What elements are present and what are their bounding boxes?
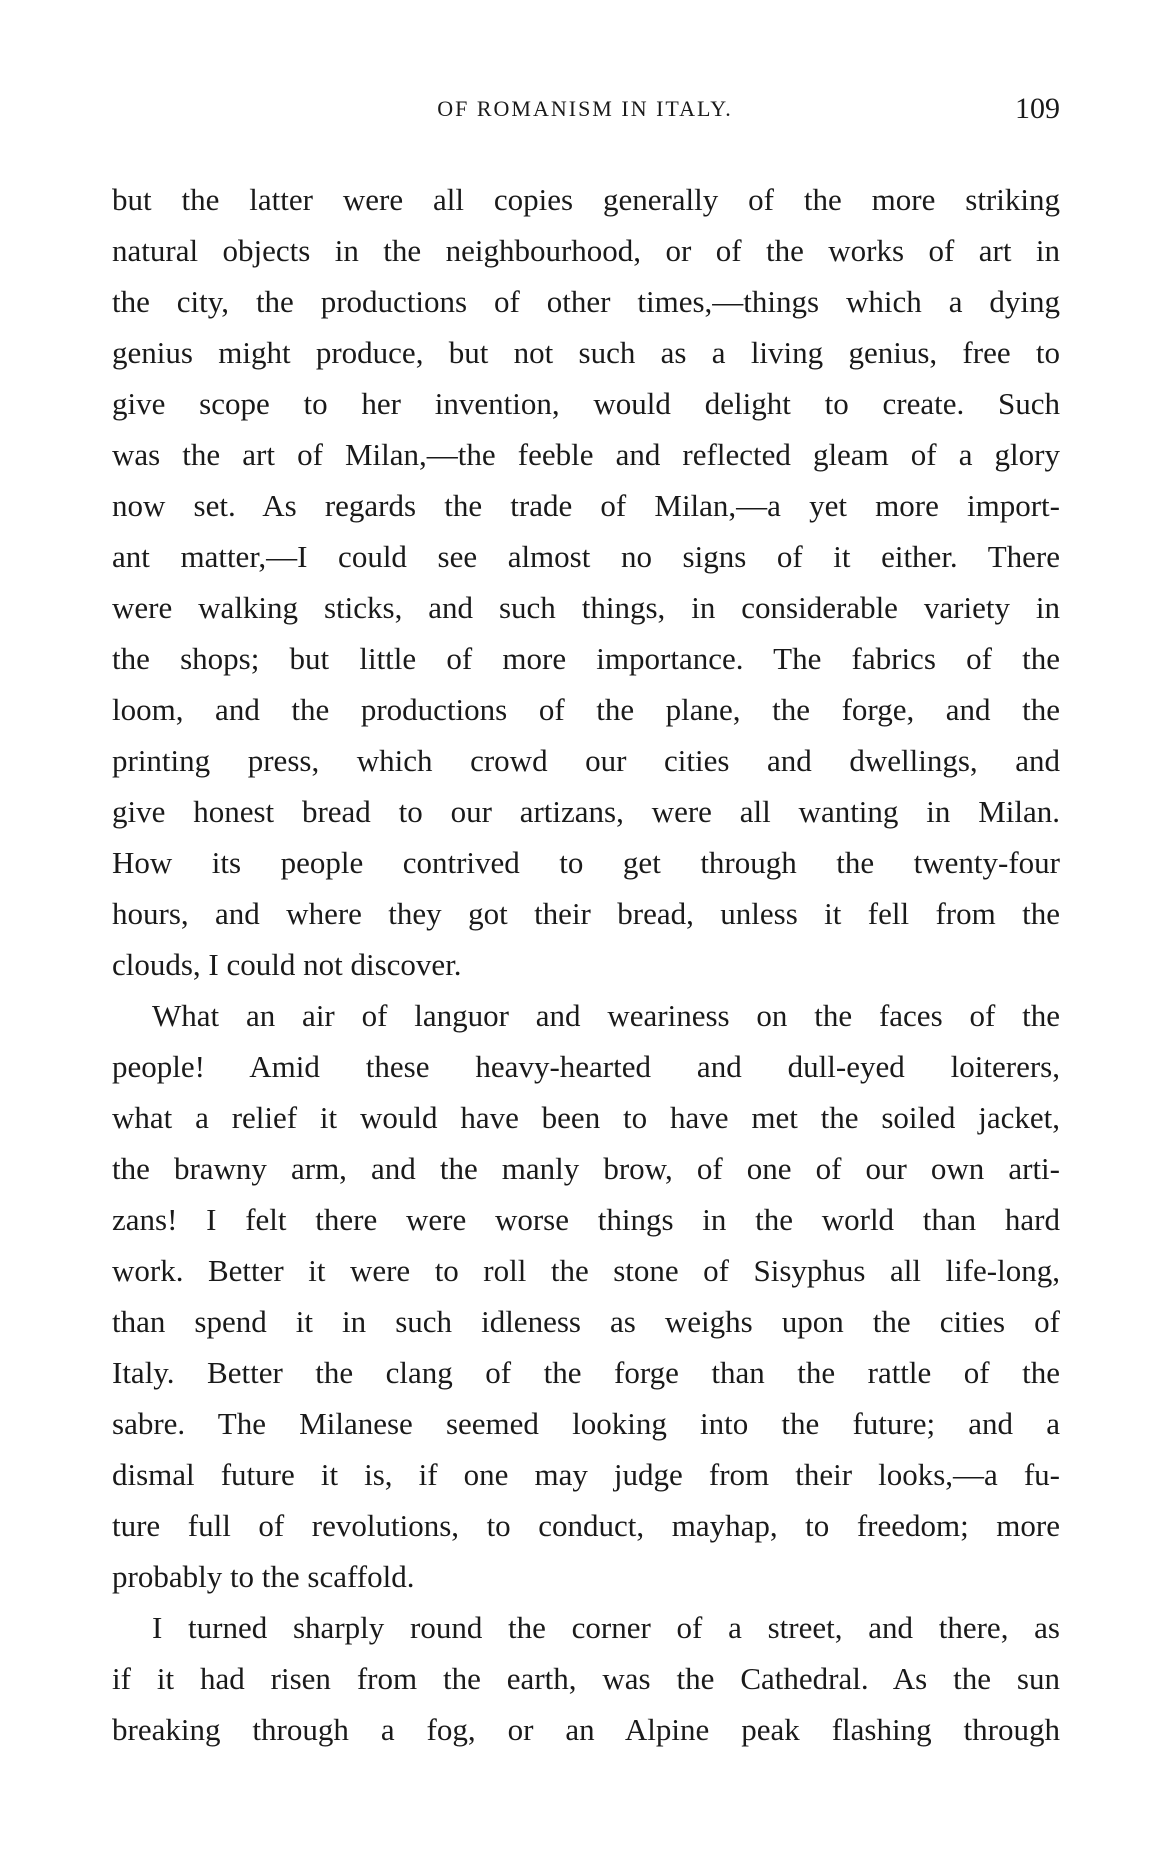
text-line: zans! I felt there were worse things in the world than hard (112, 1202, 1060, 1237)
text-line: the shops; but little of more importance. The fabrics of the (112, 641, 1060, 676)
paragraph-end-line: probably to the scaffold. (112, 1559, 415, 1594)
text-line: hours, and where they got their bread, unless it fell from the (112, 896, 1060, 931)
paragraph-first-line: What an air of languor and weariness on the faces of the (152, 998, 1060, 1033)
text-line: what a relief it would have been to have met the soiled jacket, (112, 1100, 1060, 1135)
text-line: the brawny arm, and the manly brow, of one of our own arti- (112, 1151, 1060, 1186)
text-line: printing press, which crowd our cities and dwellings, and (112, 743, 1060, 778)
text-line: the city, the productions of other times,—things which a dying (112, 284, 1060, 319)
text-line: sabre. The Milanese seemed looking into the future; and a (112, 1406, 1060, 1441)
running-title: OF ROMANISM IN ITALY. (437, 96, 733, 121)
text-line: dismal future it is, if one may judge from their looks,—a fu- (112, 1457, 1060, 1492)
text-line: people! Amid these heavy-hearted and dull-eyed loiterers, (112, 1049, 1060, 1084)
text-line: ant matter,—I could see almost no signs of it either. There (112, 539, 1060, 574)
text-line: was the art of Milan,—the feeble and reflected gleam of a glory (112, 437, 1060, 472)
text-line: if it had risen from the earth, was the Cathedral. As the sun (112, 1661, 1060, 1696)
text-line: ture full of revolutions, to conduct, mayhap, to freedom; more (112, 1508, 1060, 1543)
text-line: give honest bread to our artizans, were all wanting in Milan. (112, 794, 1060, 829)
text-line: give scope to her invention, would delight to create. Such (112, 386, 1060, 421)
text-line: loom, and the productions of the plane, the forge, and the (112, 692, 1060, 727)
text-line: breaking through a fog, or an Alpine peak flashing through (112, 1712, 1060, 1747)
text-line: Italy. Better the clang of the forge than the rattle of the (112, 1355, 1060, 1390)
body-text (112, 174, 1060, 1755)
text-line: work. Better it were to roll the stone of Sisyphus all life-long, (112, 1253, 1060, 1288)
paragraph-first-line: I turned sharply round the corner of a street, and there, as (152, 1610, 1060, 1645)
text-line: now set. As regards the trade of Milan,—a yet more import- (112, 488, 1060, 523)
text-line: natural objects in the neighbourhood, or of the works of art in (112, 233, 1060, 268)
text-line: genius might produce, but not such as a living genius, free to (112, 335, 1060, 370)
text-line: How its people contrived to get through the twenty-four (112, 845, 1060, 880)
text-line: than spend it in such idleness as weighs upon the cities of (112, 1304, 1060, 1339)
page-number: 109 (1015, 92, 1060, 125)
running-head (110, 92, 1060, 132)
text-line: but the latter were all copies generally of the more striking (112, 182, 1060, 217)
text-line: were walking sticks, and such things, in considerable variety in (112, 590, 1060, 625)
paragraph-end-line: clouds, I could not discover. (112, 947, 462, 982)
